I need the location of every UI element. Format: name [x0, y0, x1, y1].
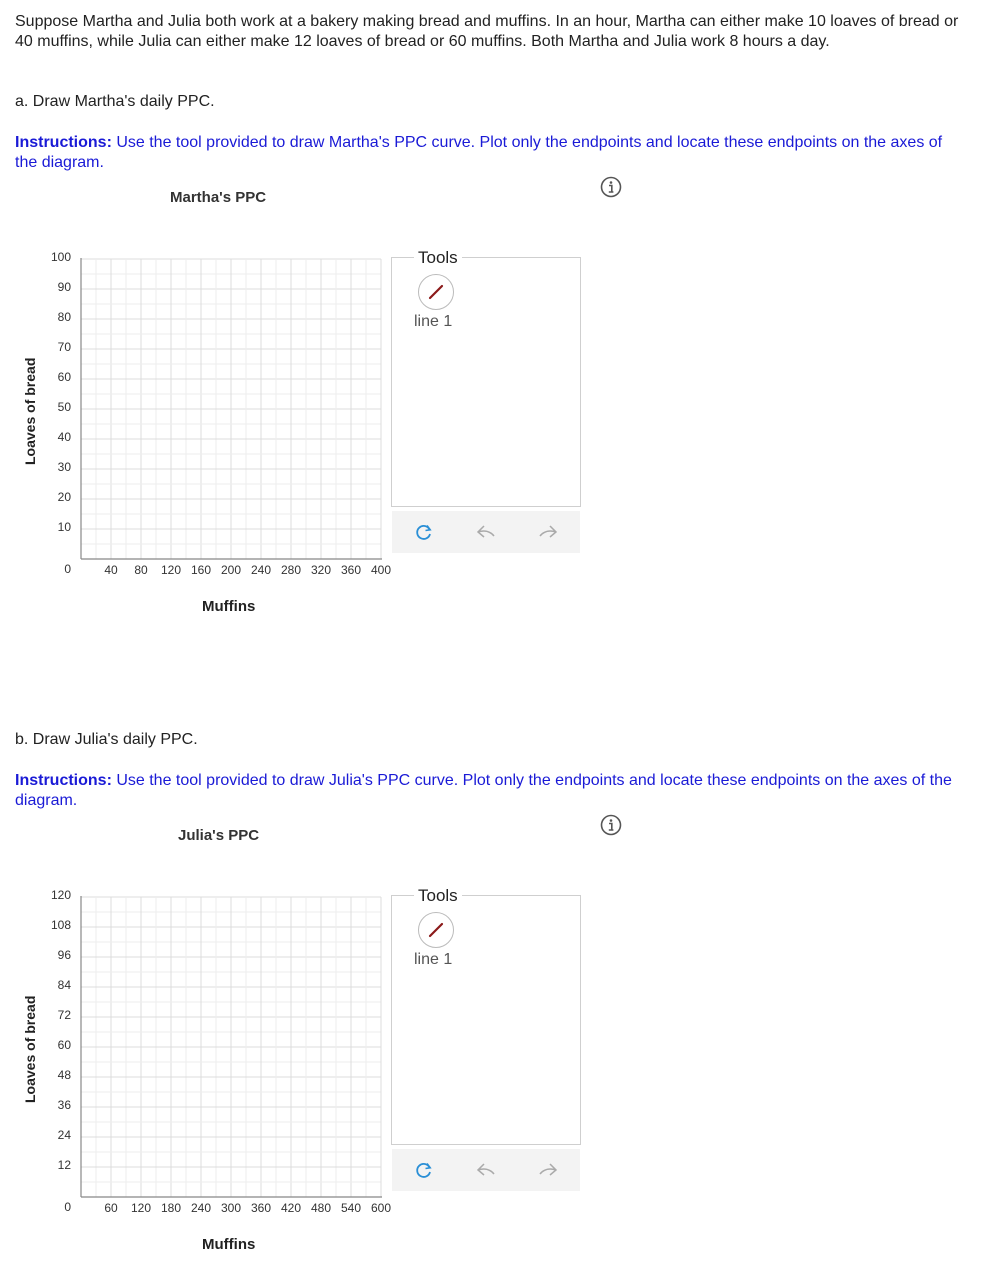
info-icon[interactable]	[600, 814, 622, 836]
action-bar	[392, 511, 580, 553]
chart-title: Julia's PPC	[178, 827, 260, 844]
x-tick-label: 600	[370, 1201, 392, 1215]
x-tick-label: 480	[310, 1201, 332, 1215]
x-tick-label: 420	[280, 1201, 302, 1215]
line-tool-label: line 1	[414, 951, 453, 968]
x-tick-label: 120	[130, 1201, 152, 1215]
x-axis-label: Muffins	[202, 1236, 256, 1253]
x-tick-label: 120	[160, 563, 182, 577]
line-tool-label: line 1	[414, 313, 453, 330]
redo-icon[interactable]	[538, 522, 558, 542]
instructions-text: Use the tool provided to draw Martha's PPC curve. Plot only the endpoints and locate these endpoints on the axes of the diagram.	[15, 134, 943, 171]
undo-icon[interactable]	[476, 1160, 496, 1180]
x-tick-label: 180	[160, 1201, 182, 1215]
refresh-icon[interactable]	[414, 1160, 434, 1180]
instructions-bold: Instructions:	[15, 772, 112, 789]
y-tick-label: 50	[57, 400, 71, 414]
instructions-text: Use the tool provided to draw Julia's PPC curve. Plot only the endpoints and locate these endpoints on the axes of the diagram.	[15, 772, 952, 809]
x-tick-label: 200	[220, 563, 242, 577]
part-b-instructions	[15, 771, 965, 811]
y-tick-label: 90	[57, 280, 71, 294]
x-tick-label: 40	[104, 563, 118, 577]
part-a-label: a. Draw Martha's daily PPC.	[15, 93, 215, 110]
y-axis-label: Loaves of bread	[22, 357, 38, 465]
y-tick-label: 60	[57, 1038, 71, 1052]
x-tick-label: 280	[280, 563, 302, 577]
y-tick-label: 10	[57, 520, 71, 534]
y-axis-label: Loaves of bread	[22, 995, 38, 1103]
y-tick-label: 20	[57, 490, 71, 504]
y-tick-label: 120	[50, 888, 71, 902]
redo-icon[interactable]	[538, 1160, 558, 1180]
problem-statement: Suppose Martha and Julia both work at a bakery making bread and muffins. In an hour, Martha can either make 10 loaves of bread or 40 muffins, while Julia can either make 12 loaves of bread or 60 muffins. Both Martha and Julia work 8 hours a day.	[15, 13, 959, 50]
part-a-instructions	[15, 133, 965, 173]
y-tick-label: 48	[57, 1068, 71, 1082]
x-tick-label: 400	[370, 563, 392, 577]
y-tick-label: 30	[57, 460, 71, 474]
refresh-icon[interactable]	[414, 522, 434, 542]
y-tick-label: 60	[57, 370, 71, 384]
x-tick-label: 360	[250, 1201, 272, 1215]
instructions-bold: Instructions:	[15, 134, 112, 151]
y-tick-label: 108	[50, 918, 71, 932]
x-tick-label: 300	[220, 1201, 242, 1215]
y-tick-label: 100	[50, 250, 71, 264]
chart-title: Martha's PPC	[170, 189, 267, 206]
y-tick-label: 80	[57, 310, 71, 324]
plot-area[interactable]	[80, 258, 382, 560]
part-b-label: b. Draw Julia's daily PPC.	[15, 731, 198, 748]
x-tick-label: 320	[310, 563, 332, 577]
y-tick-label: 84	[57, 978, 71, 992]
tools-title: Tools	[414, 886, 462, 906]
x-tick-label: 160	[190, 563, 212, 577]
plot-area[interactable]	[80, 896, 382, 1198]
y-tick-label: 12	[57, 1158, 71, 1172]
x-tick-label: 240	[250, 563, 272, 577]
y-tick-label: 24	[57, 1128, 71, 1142]
x-tick-label: 80	[134, 563, 148, 577]
y-tick-label: 40	[57, 430, 71, 444]
tools-title: Tools	[414, 248, 462, 268]
line-tool-button[interactable]	[418, 912, 454, 948]
y-tick-label: 0	[64, 1200, 71, 1214]
x-tick-label: 240	[190, 1201, 212, 1215]
y-tick-label: 0	[64, 562, 71, 576]
line-tool-button[interactable]	[418, 274, 454, 310]
y-tick-label: 36	[57, 1098, 71, 1112]
x-tick-label: 540	[340, 1201, 362, 1215]
y-tick-label: 96	[57, 948, 71, 962]
info-icon[interactable]	[600, 176, 622, 198]
x-axis-label: Muffins	[202, 598, 256, 615]
action-bar	[392, 1149, 580, 1191]
y-tick-label: 70	[57, 340, 71, 354]
y-tick-label: 72	[57, 1008, 71, 1022]
undo-icon[interactable]	[476, 522, 496, 542]
x-tick-label: 360	[340, 563, 362, 577]
x-tick-label: 60	[104, 1201, 118, 1215]
